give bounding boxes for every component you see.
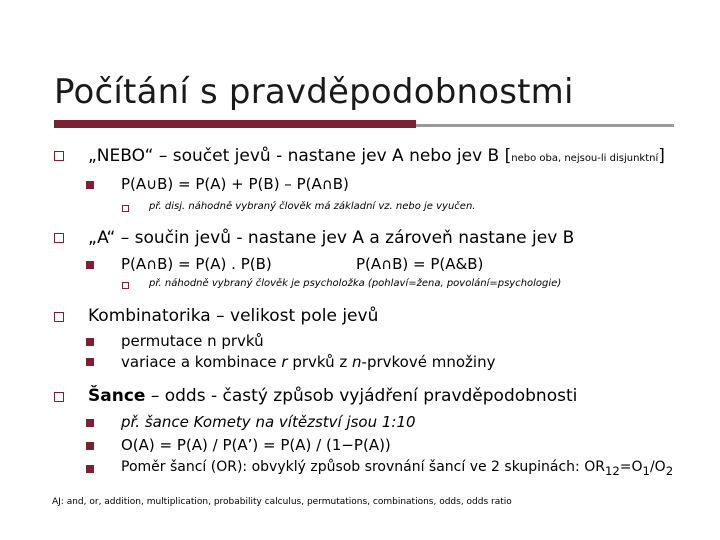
filled-square-icon	[86, 261, 94, 269]
filled-square-icon	[86, 465, 94, 473]
nebo-example: př. disj. náhodně vybraný člověk má základní vz. nebo je vyučen.	[149, 201, 476, 212]
a-example: př. náhodně vybraný člověk je psycholožka (pohlaví=žena, povolání=psychologie)	[149, 278, 562, 289]
sance-item-3: Poměr šancí (OR): obvyklý způsob srovnání šancí ve 2 skupinách: $OR_{12}=O_1/O_2$	[121, 459, 674, 478]
hollow-square-icon	[54, 392, 64, 402]
sance-item-1: př. šance Komety na vítězství jsou 1:10	[121, 413, 416, 431]
filled-square-icon	[86, 419, 94, 427]
a-formula: P(A∩B) = P(A) . P(B)	[121, 255, 272, 273]
nebo-formula: P(A∪B) = P(A) + P(B) – P(A∩B)	[121, 175, 349, 193]
small-hollow-square-icon	[122, 282, 129, 289]
title-rule-dark	[54, 120, 416, 128]
sance-heading: Šance – odds - častý způsob vyjádření pravděpodobnosti	[88, 386, 578, 406]
a-formula-2: P(A∩B) = P(A&B)	[356, 255, 484, 273]
filled-square-icon	[86, 181, 94, 189]
hollow-square-icon	[54, 151, 64, 161]
hollow-square-icon	[54, 233, 64, 243]
kombinatorika-heading: Kombinatorika – velikost pole jevů	[88, 306, 379, 326]
kombinatorika-item-2: variace a kombinace r prvků z n-prvkové množiny	[121, 353, 496, 371]
kombinatorika-item-1: permutace n prvků	[121, 332, 264, 350]
sance-item-2: O(A) = P(A) / P(A’) = P(A) / (1−P(A))	[121, 436, 391, 454]
title-rule-light	[416, 124, 674, 127]
filled-square-icon	[86, 338, 94, 346]
nebo-heading: „NEBO“ – součet jevů - nastane jev A nebo jev B [nebo oba, nejsou-li disjunktní]	[88, 146, 665, 166]
filled-square-icon	[86, 358, 94, 366]
a-heading: „A“ – součin jevů - nastane jev A a zároveň nastane jev B	[88, 228, 575, 248]
slide-title: Počítání s pravděpodobnostmi	[54, 72, 574, 112]
small-hollow-square-icon	[122, 205, 129, 212]
filled-square-icon	[86, 442, 94, 450]
footer-note: AJ: and, or, addition, multiplication, probability calculus, permutations, combinations, odds, odds ratio	[52, 497, 512, 507]
nebo-heading-note: nebo oba, nejsou-li disjunktní	[511, 153, 659, 164]
hollow-square-icon	[54, 312, 64, 322]
